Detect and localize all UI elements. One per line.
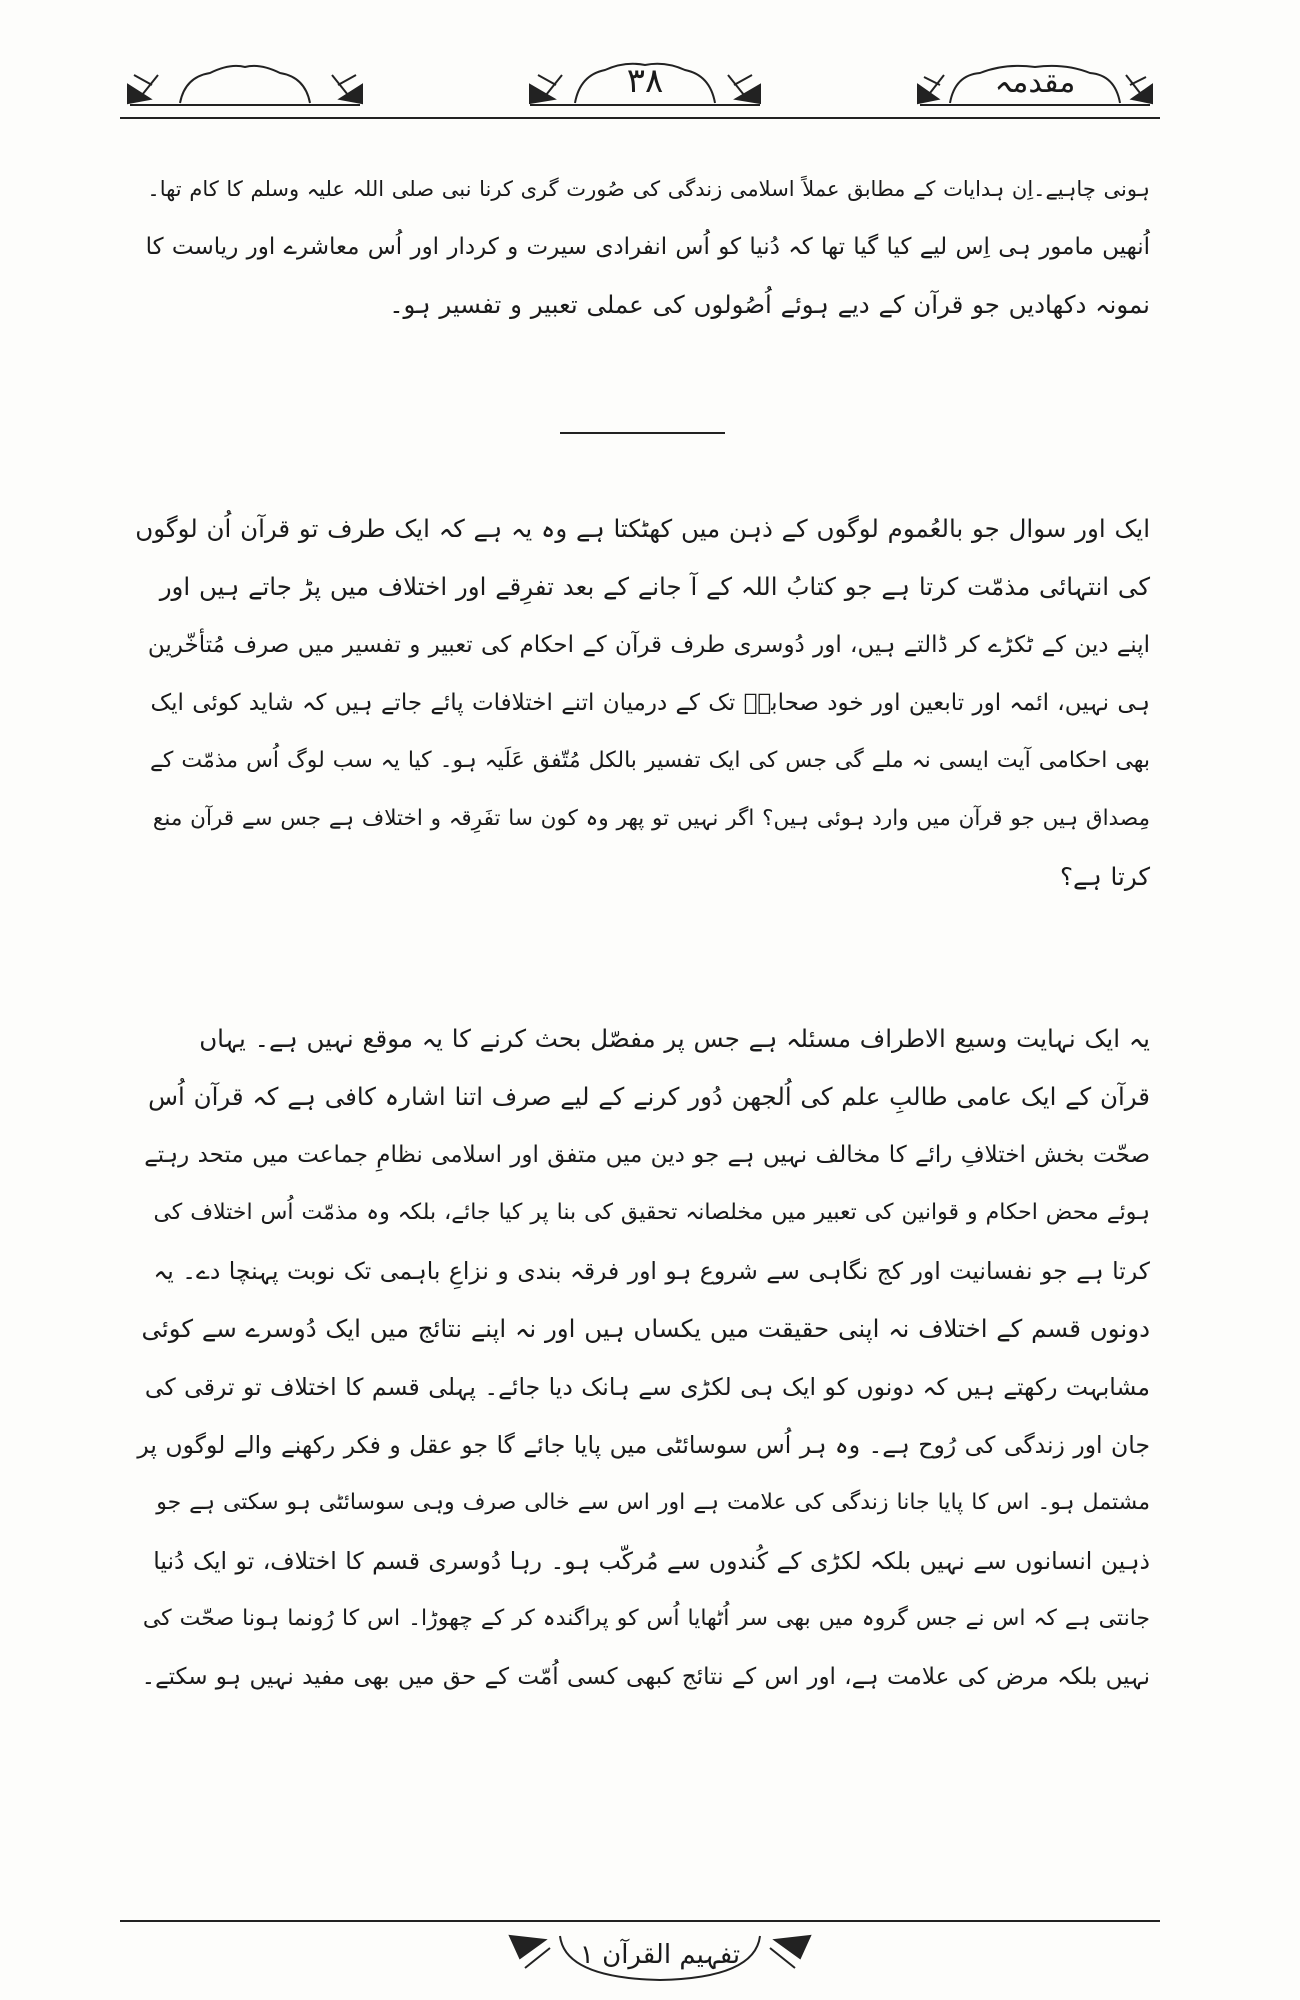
page-header	[120, 55, 1160, 120]
text-line: اُنھیں مامور ہی اِس لیے کیا گیا تھا کہ دُنیا کو اُس انفرادی سیرت و کردار اور اُس معاشرے اور ریاست کا	[145, 234, 1150, 260]
text-line: یہ ایک نہایت وسیع الاطراف مسئلہ ہے جس پر مفصّل بحث کرنے کا یہ موقع نہیں ہے۔ یہاں	[199, 1024, 1150, 1053]
text-line: کرتا ہے جو نفسانیت اور کج نگاہی سے شروع ہو اور فرقہ بندی و نزاعِ باہمی تک نوبت پہنچا دے۔ یہ	[153, 1257, 1150, 1285]
section-title-cartouche	[910, 55, 1160, 113]
text-line: نمونہ دکھادیں جو قرآن کے دیے ہوئے اُصُولوں کی عملی تعبیر و تفسیر ہو۔	[389, 290, 1150, 319]
text-line: مِصداق ہیں جو قرآن میں وارد ہوئی ہیں؟ اگر نہیں تو پھر وہ کون سا تفَرِقہ و اختلاف ہے جس سے قرآن منع	[152, 806, 1150, 831]
text-line: جانتی ہے کہ اس نے جس گروہ میں بھی سر اُٹھایا اُس کو پراگندہ کر کے چھوڑا۔ اس کا رُونما ہونا صحّت کی	[142, 1606, 1150, 1631]
paragraph-3	[135, 1010, 1150, 1706]
text-line: اپنے دین کے ٹکڑے کر ڈالتے ہیں، اور دُوسری طرف قرآن کے احکام کی تعبیر و تفسیر میں صرف مُتأخّرین	[147, 632, 1150, 658]
text-line: ذہین انسانوں سے نہیں بلکہ لکڑی کے کُندوں سے مُرکّب ہو۔ رہا دُوسری قسم کا اختلاف، تو ایک دُنیا	[153, 1547, 1150, 1575]
text-line: کی انتہائی مذمّت کرتا ہے جو کتابُ اللہ کے آ جانے کے بعد تفرِقے اور اختلاف میں پڑ جاتے ہیں اور	[159, 572, 1150, 601]
paragraph-2	[135, 500, 1150, 906]
text-line: دونوں قسم کے اختلاف نہ اپنی حقیقت میں یکساں ہیں اور نہ اپنے نتائج میں ایک دُوسرے سے کوئی	[141, 1314, 1150, 1343]
header-rule	[120, 117, 1160, 119]
page-footer	[490, 1928, 830, 1988]
footer-rule	[120, 1920, 1160, 1922]
text-line: نہیں بلکہ مرض کی علامت ہے، اور اس کے نتائج کبھی کسی اُمّت کے حق میں بھی مفید نہیں ہو سکتے۔	[141, 1664, 1150, 1690]
text-line: مشابہت رکھتے ہیں کہ دونوں کو ایک ہی لکڑی سے ہانک دیا جائے۔ پہلی قسم کا اختلاف تو ترقی کی	[144, 1373, 1150, 1401]
paragraph-1	[135, 160, 1150, 334]
page-number: ۳۸	[626, 61, 664, 101]
book-title: تفہیم القرآن ۱	[579, 1940, 741, 1970]
cartouche-ornament-icon	[120, 55, 370, 113]
text-line: ہونی چاہیے۔اِن ہدایات کے مطابق عملاً اسلامی زندگی کی صُورت گری کرنا نبی صلی اللہ علیہ وسلم کا کام تھا۔	[147, 177, 1150, 201]
page-number-cartouche	[520, 55, 770, 113]
text-line: کرتا ہے؟	[1060, 862, 1150, 891]
text-line: قرآن کے ایک عامی طالبِ علم کی اُلجھن دُور کرنے کے لیے صرف اتنا اشارہ کافی ہے کہ قرآن اُس	[148, 1082, 1150, 1111]
text-line: جان اور زندگی کی رُوح ہے۔ وہ ہر اُس سوسائٹی میں پایا جائے گا جو عقل و فکر رکھنے والے لوگوں پر	[137, 1431, 1150, 1459]
decorative-cartouche	[120, 55, 370, 113]
section-title: مقدمہ	[994, 65, 1076, 100]
text-line: صحّت بخش اختلافِ رائے کا مخالف نہیں ہے جو دین میں متفق اور اسلامی نظامِ جماعت میں متحد رہتے	[144, 1142, 1150, 1168]
text-line: ہی نہیں، ائمہ اور تابعین اور خود صحابہؓ تک کے درمیان اتنے اختلافات پائے جاتے ہیں کہ شاید کوئی ایک	[150, 690, 1150, 716]
text-line: ایک اور سوال جو بالعُموم لوگوں کے ذہن میں کھٹکتا ہے وہ یہ ہے کہ ایک طرف تو قرآن اُن لوگوں	[135, 514, 1150, 543]
section-divider	[560, 432, 725, 434]
text-line: ہوئے محض احکام و قوانین کی تعبیر میں مخلصانہ تحقیق کی بنا پر کیا جائے، بلکہ وہ مذمّت اُس اختلاف کی	[153, 1200, 1150, 1225]
text-line: بھی احکامی آیت ایسی نہ ملے گی جس کی ایک تفسیر بالکل مُتّفق عَلَیہ ہو۔ کیا یہ سب لوگ اُس مذمّت کے	[150, 748, 1150, 773]
text-line: مشتمل ہو۔ اس کا پایا جانا زندگی کی علامت ہے اور اس سے خالی صرف وہی سوسائٹی ہو سکتی ہے جو	[156, 1490, 1150, 1515]
